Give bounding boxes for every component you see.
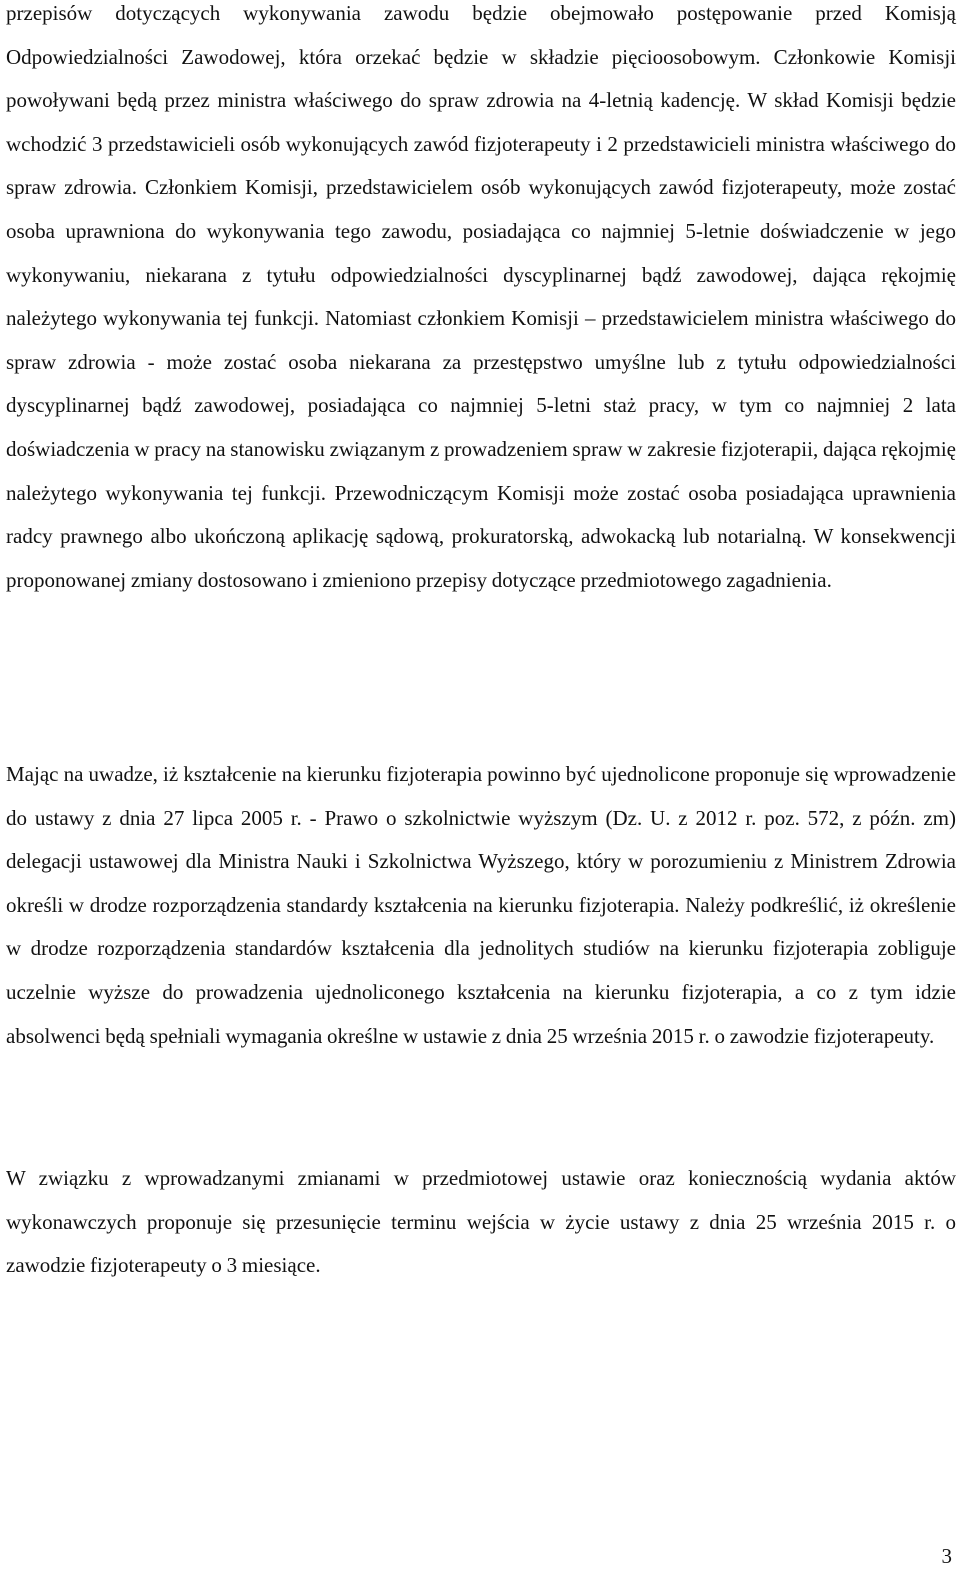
page-number: 3 <box>941 1544 952 1568</box>
paragraph-entry-into-force: W związku z wprowadzanymi zmianami w przedmiotowej ustawie oraz koniecznością wydania aktów wykonawczych proponuje się przesunięcie terminu wejścia w życie ustawy z dnia 25 września 2015 r. o zawodzie fizjoterapeuty o 3 miesiące. <box>6 1166 956 1278</box>
paragraph-education-standards: Mając na uwadze, iż kształcenie na kierunku fizjoterapia powinno być ujednolicone proponuje się wprowadzenie do ustawy z dnia 27 lipca 2005 r. - Prawo o szkolnictwie wyższym (Dz. U. z 2012 r. poz. 572, z późn. zm) delegacji ustawowej dla Ministra Nauki i Szkolnictwa Wyższego, który w porozumieniu z Ministrem Zdrowia określi w drodze rozporządzenia standardy kształcenia na kierunku fizjoterapia. Należy podkreślić, iż określenie w drodze rozporządzenia standardów kształcenia dla jednolitych studiów na kierunku fizjoterapia zobliguje uczelnie wyższe do prowadzenia ujednoliconego kształcenia na kierunku fizjoterapia, a co z tym idzie absolwenci będą spełniali wymagania określne w ustawie z dnia 25 września 2015 r. o zawodzie fizjoterapeuty. <box>6 762 956 1048</box>
paragraph-commission: przepisów dotyczących wykonywania zawodu będzie obejmowało postępowanie przed Komisją Odpowiedzialności Zawodowej, która orzekać będzie w składzie pięcioosobowym. Członkowie Komisji powoływani będą przez ministra właściwego do spraw zdrowia na 4-letnią kadencję. W skład Komisji będzie wchodzić 3 przedstawicieli osób wykonujących zawód fizjoterapeuty i 2 przedstawicieli ministra właściwego do spraw zdrowia. Członkiem Komisji, przedstawicielem osób wykonujących zawód fizjoterapeuty, może zostać osoba uprawniona do wykonywania tego zawodu, posiadająca co najmniej 5-letnie doświadczenie w jego wykonywaniu, niekarana z tytułu odpowiedzialności dyscyplinarnej bądź zawodowej, dająca rękojmię należytego wykonywania tej funkcji. Natomiast członkiem Komisji – przedstawicielem ministra właściwego do spraw zdrowia - może zostać osoba niekarana za przestępstwo umyślne lub z tytułu odpowiedzialności dyscyplinarnej bądź zawodowej, posiadająca co najmniej 5-letni staż pracy, w tym co najmniej 2 lata doświadczenia w pracy na stanowisku związanym z prowadzeniem spraw w zakresie fizjoterapii, dająca rękojmię należytego wykonywania tej funkcji. Przewodniczącym Komisji może zostać osoba posiadająca uprawnienia radcy prawnego albo ukończoną aplikację sądową, prokuratorską, adwokacką lub notarialną. W konsekwencji proponowanej zmiany dostosowano i zmieniono przepisy dotyczące przedmiotowego zagadnienia. <box>6 1 956 592</box>
